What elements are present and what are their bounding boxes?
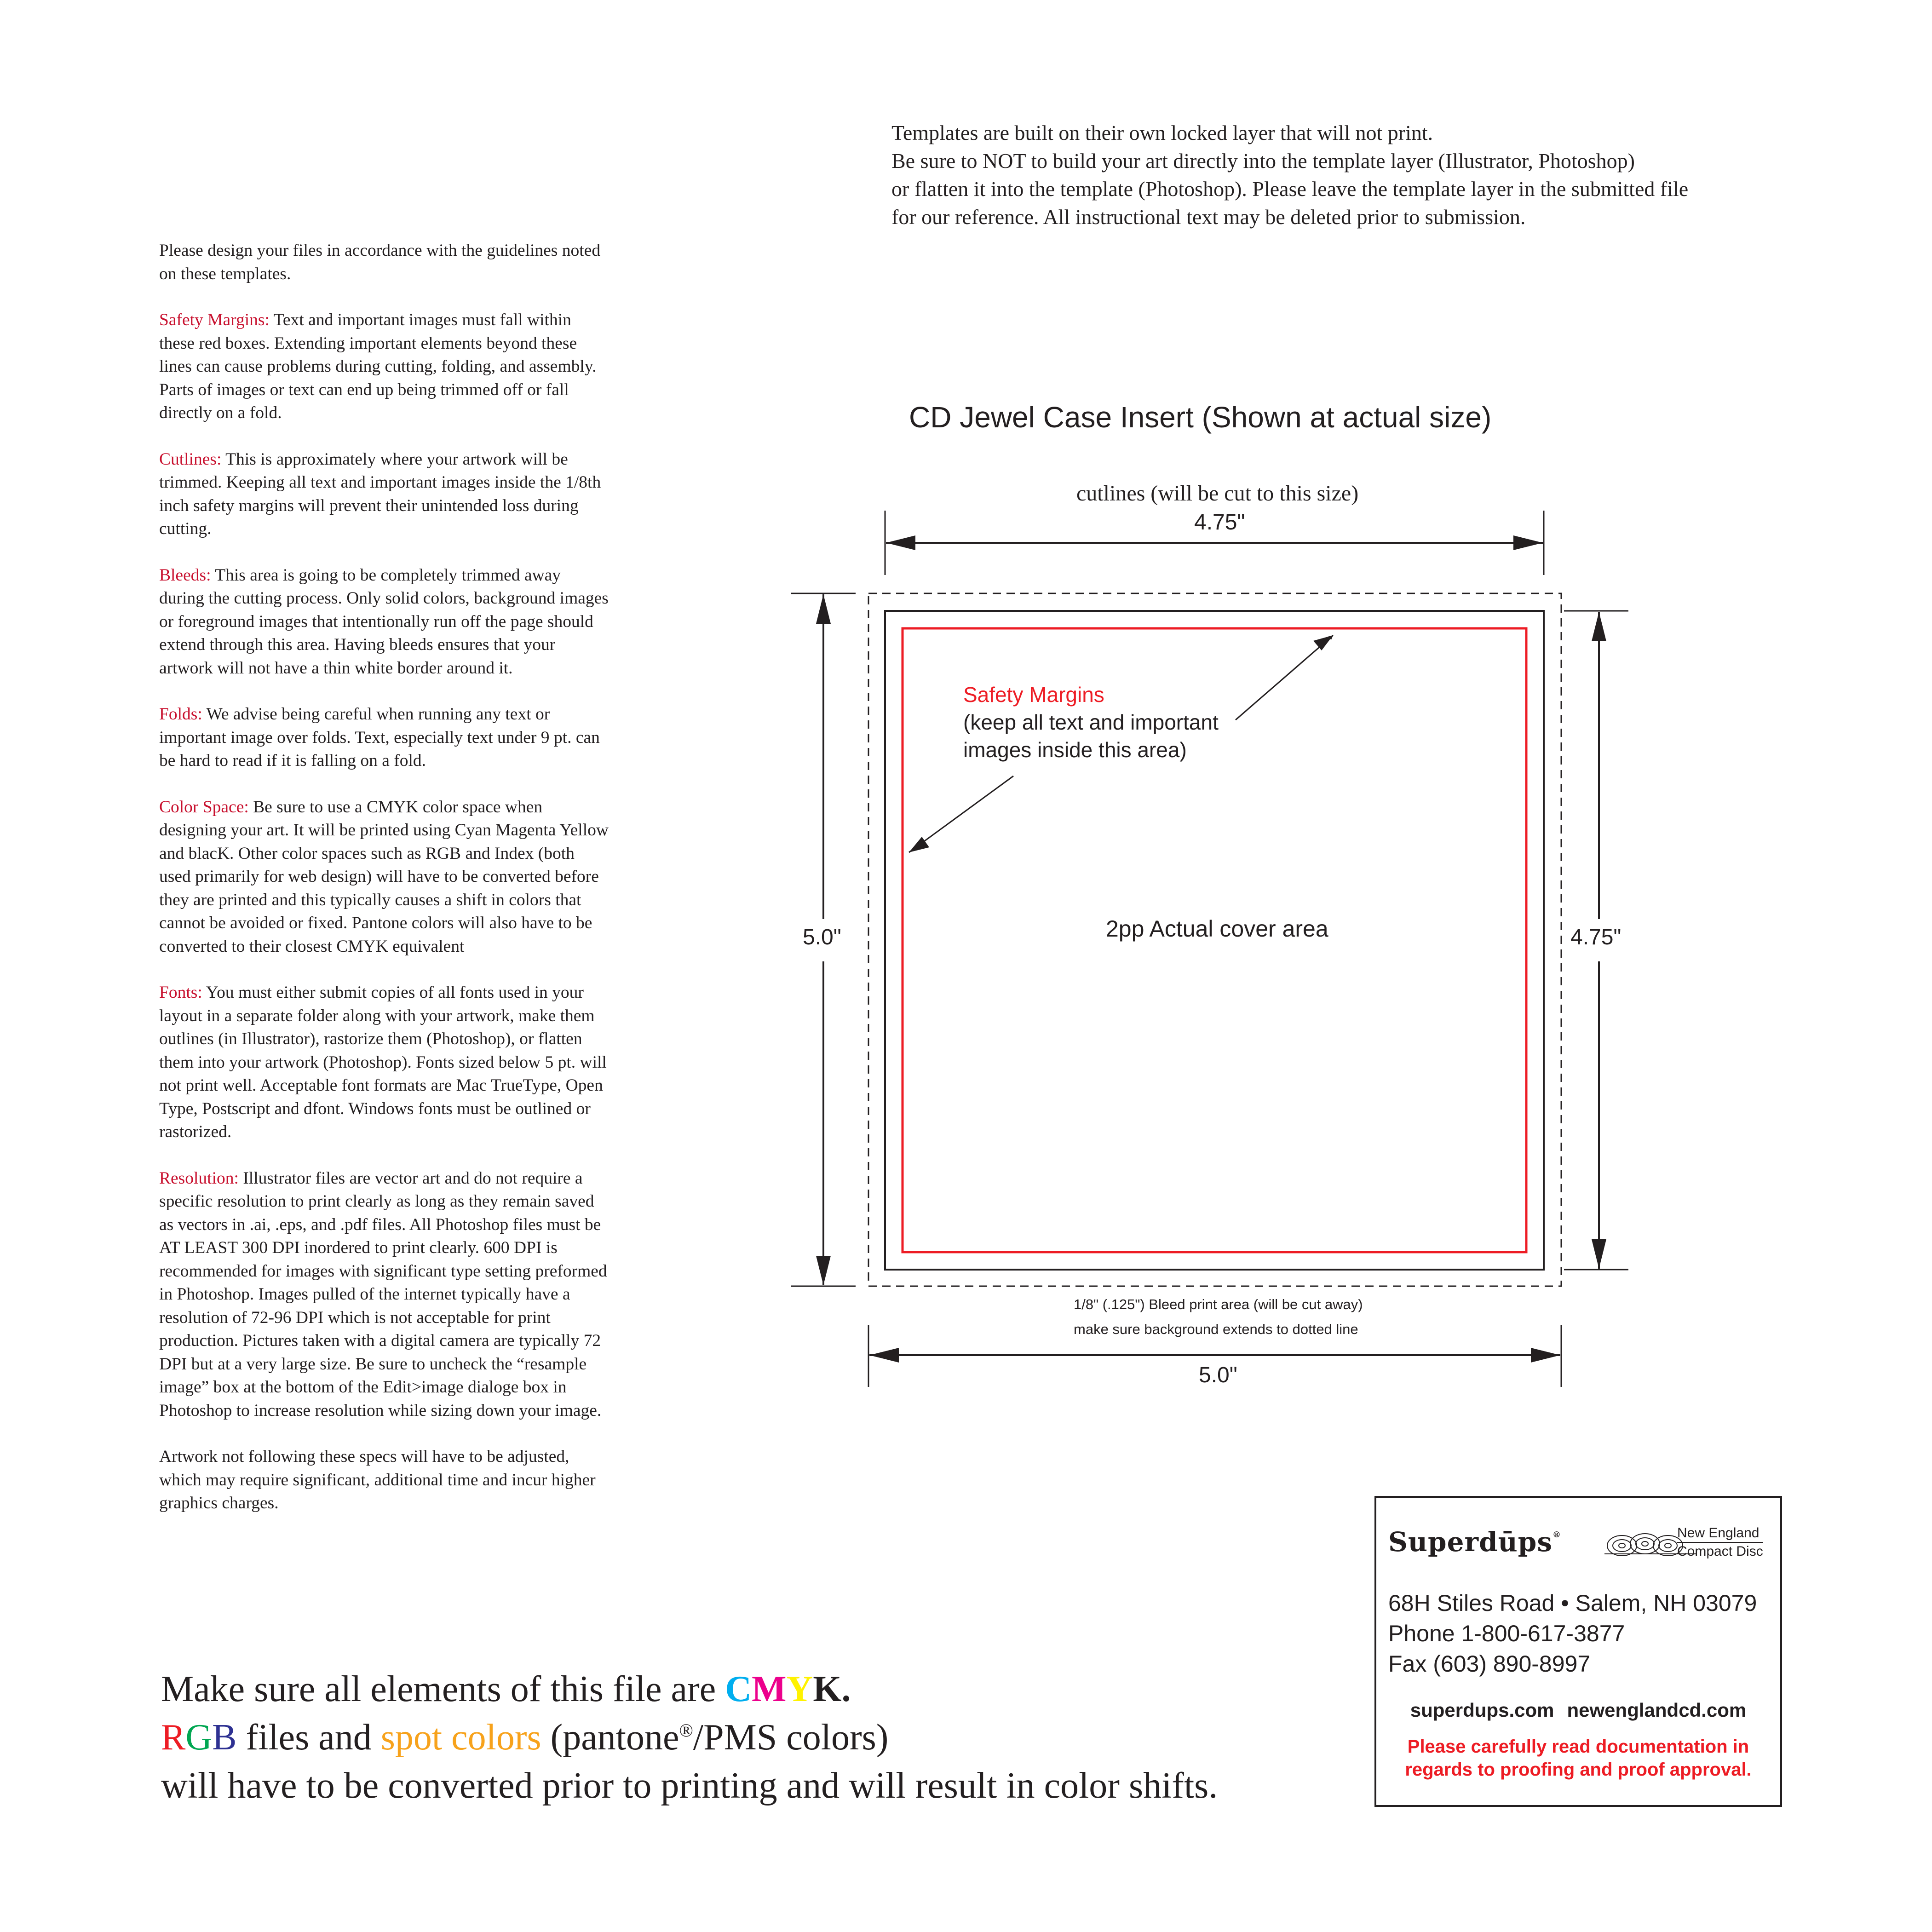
rgb-letter-b: B bbox=[212, 1717, 237, 1758]
cmyk-letter-y: Y bbox=[786, 1669, 813, 1709]
instruction-line: Templates are built on their own locked layer that will not print. bbox=[891, 121, 1433, 144]
company-contact-box bbox=[1374, 1496, 1782, 1807]
instruction-line: Be sure to NOT to build your art directly into the template layer (Illustrator, Photoshop) bbox=[891, 149, 1635, 172]
guideline-heading: Safety Margins: bbox=[159, 310, 270, 329]
cutlines-label: cutlines (will be cut to this size) bbox=[1076, 481, 1359, 506]
guideline-heading: Color Space: bbox=[159, 797, 249, 816]
rgb-letter-g: G bbox=[185, 1717, 213, 1758]
guideline-heading: Bleeds: bbox=[159, 565, 211, 585]
instruction-line: for our reference. All instructional text may be deleted prior to submission. bbox=[891, 205, 1526, 229]
cover-area-label: 2pp Actual cover area bbox=[1106, 916, 1328, 942]
superdups-logo bbox=[1388, 1526, 1561, 1558]
cmyk-notice-line1 bbox=[161, 1665, 1357, 1714]
cmyk-letter-c: C bbox=[725, 1669, 752, 1709]
phone: Phone 1-800-617-3877 bbox=[1388, 1621, 1625, 1646]
rgb-letter-r: R bbox=[161, 1717, 186, 1758]
left-dimension-label: 5.0" bbox=[803, 925, 841, 949]
cmyk-letter-m: M bbox=[752, 1669, 787, 1709]
websites bbox=[1376, 1699, 1780, 1721]
cmyk-notice-text: (pantone bbox=[541, 1717, 679, 1758]
instruction-line: or flatten it into the template (Photoshop). Please leave the template layer in the submitted file bbox=[891, 177, 1689, 201]
bleed-note-line1: 1/8" (.125") Bleed print area (will be cut away) bbox=[1074, 1296, 1363, 1312]
partner-line1: New England bbox=[1677, 1525, 1760, 1541]
diagram-title: CD Jewel Case Insert (Shown at actual size) bbox=[909, 401, 1492, 434]
fax: Fax (603) 890-8997 bbox=[1388, 1651, 1591, 1677]
guideline-cutlines bbox=[159, 448, 610, 541]
safety-margins-note-line2: images inside this area) bbox=[963, 738, 1187, 762]
bleed-note-line2: make sure background extends to dotted line bbox=[1074, 1321, 1358, 1337]
company-address-block bbox=[1388, 1588, 1757, 1679]
cmyk-letter-k: K. bbox=[813, 1669, 851, 1709]
guidelines-closing: Artwork not following these specs will have to be adjusted, which may require significant, additional time and incur higher graphics charges. bbox=[159, 1447, 596, 1512]
guideline-fonts bbox=[159, 981, 610, 1144]
guideline-body: This is approximately where your artwork will be trimmed. Keeping all text and important images inside the 1/8th inch safety margins will prevent their unintended loss during cutting. bbox=[159, 449, 601, 538]
proofing-notice bbox=[1376, 1735, 1780, 1781]
cmyk-notice-text: /PMS colors) bbox=[693, 1717, 889, 1758]
cmyk-notice bbox=[161, 1665, 1357, 1810]
guideline-safety-margins bbox=[159, 309, 610, 425]
right-dimension-label: 4.75" bbox=[1570, 925, 1622, 949]
bottom-dimension-arrow bbox=[869, 1348, 1560, 1363]
guideline-heading: Resolution: bbox=[159, 1168, 239, 1188]
guideline-color-space bbox=[159, 796, 610, 959]
design-guidelines bbox=[159, 239, 610, 1538]
guideline-resolution bbox=[159, 1167, 610, 1423]
partner-line2: Compact Disc bbox=[1677, 1542, 1763, 1560]
guideline-heading: Fonts: bbox=[159, 983, 202, 1002]
guideline-body: Illustrator files are vector art and do not require a specific resolution to print clearly as long as they remain saved as vectors in .ai, .eps, and .pdf files. All Photoshop files must be AT LEAST 300 DPI inordered to print clearly. 600 DPI is recommended for images with significant type setting preformed in Photoshop. Images pulled of the internet typically have a resolution of 72-96 DPI which is not acceptable for print production. Pictures taken with a digital camera are typically 72 DPI but at a very large size. Be sure to uncheck the “resample image” box at the bottom of the Edit>image dialoge box in Photoshop to increase resolution while sizing down your image. bbox=[159, 1168, 607, 1420]
cmyk-notice-line3: will have to be converted prior to printing and will result in color shifts. bbox=[161, 1765, 1218, 1806]
proofing-notice-line2: regards to proofing and proof approval. bbox=[1405, 1760, 1752, 1780]
safety-pointer-arrow-up bbox=[1236, 635, 1333, 720]
top-dimension-arrow bbox=[886, 535, 1543, 550]
guideline-body: You must either submit copies of all fonts used in your layout in a separate folder along with your artwork, make them outlines (in Illustrator), rastorize them (Photoshop), or flatten them into your artwork (Photoshop). Fonts sized below 5 pt. will not print well. Acceptable font formats are Mac TrueType, Open Type, Postscript and dfont. Windows fonts must be outlined or rastorized. bbox=[159, 983, 607, 1141]
guideline-bleeds bbox=[159, 564, 610, 680]
spot-colors-text: spot colors bbox=[380, 1717, 541, 1758]
registered-mark: ® bbox=[679, 1720, 693, 1741]
guideline-body: We advise being careful when running any text or important image over folds. Text, especially text under 9 pt. can be hard to read if it is falling on a fold. bbox=[159, 705, 600, 770]
address: 68H Stiles Road • Salem, NH 03079 bbox=[1388, 1590, 1757, 1616]
website-superdups: superdups.com bbox=[1410, 1699, 1554, 1721]
new-england-cd-name bbox=[1677, 1524, 1763, 1560]
company-logos bbox=[1388, 1523, 1775, 1564]
guideline-heading: Cutlines: bbox=[159, 449, 222, 469]
guideline-heading: Folds: bbox=[159, 705, 202, 724]
safety-pointer-arrow-down bbox=[909, 776, 1013, 852]
guideline-folds bbox=[159, 703, 610, 773]
safety-margins-heading: Safety Margins bbox=[963, 683, 1104, 707]
bottom-dimension-label: 5.0" bbox=[1199, 1363, 1237, 1387]
brand-name: Superdūps bbox=[1388, 1526, 1552, 1558]
brand-registered-mark: ® bbox=[1552, 1530, 1561, 1540]
cmyk-notice-text: Make sure all elements of this file are bbox=[161, 1669, 725, 1709]
guidelines-intro: Please design your files in accordance with the guidelines noted on these templates. bbox=[159, 241, 601, 283]
guideline-body: This area is going to be completely trimmed away during the cutting process. Only solid colors, background images or foreground images that intentionally run off the page should extend through this area. Having bleeds ensures that your artwork will not have a thin white border around it. bbox=[159, 565, 609, 678]
safety-margins-note-line1: (keep all text and important bbox=[963, 710, 1219, 734]
cmyk-notice-line2 bbox=[161, 1714, 1357, 1762]
guideline-body: Be sure to use a CMYK color space when designing your art. It will be printed using Cyan Magenta Yellow and blacK. Other color spaces such as RGB and Index (both used primarily for web design) will have to be converted before they are printed and this typically causes a shift in colors that cannot be avoided or fixed. Pantone colors will also have to be converted to their closest CMYK equivalent bbox=[159, 797, 609, 956]
template-instructions bbox=[891, 119, 1788, 231]
guideline-body: Text and important images must fall within these red boxes. Extending important elements beyond these lines can cause problems during cutting, folding, and assembly. Parts of images or text can end up being trimmed off or fall directly on a fold. bbox=[159, 310, 597, 422]
top-dimension-label: 4.75" bbox=[1194, 510, 1245, 535]
proofing-notice-line1: Please carefully read documentation in bbox=[1407, 1736, 1749, 1757]
cmyk-notice-text: files and bbox=[236, 1717, 381, 1758]
website-newenglandcd: newenglandcd.com bbox=[1567, 1699, 1747, 1721]
